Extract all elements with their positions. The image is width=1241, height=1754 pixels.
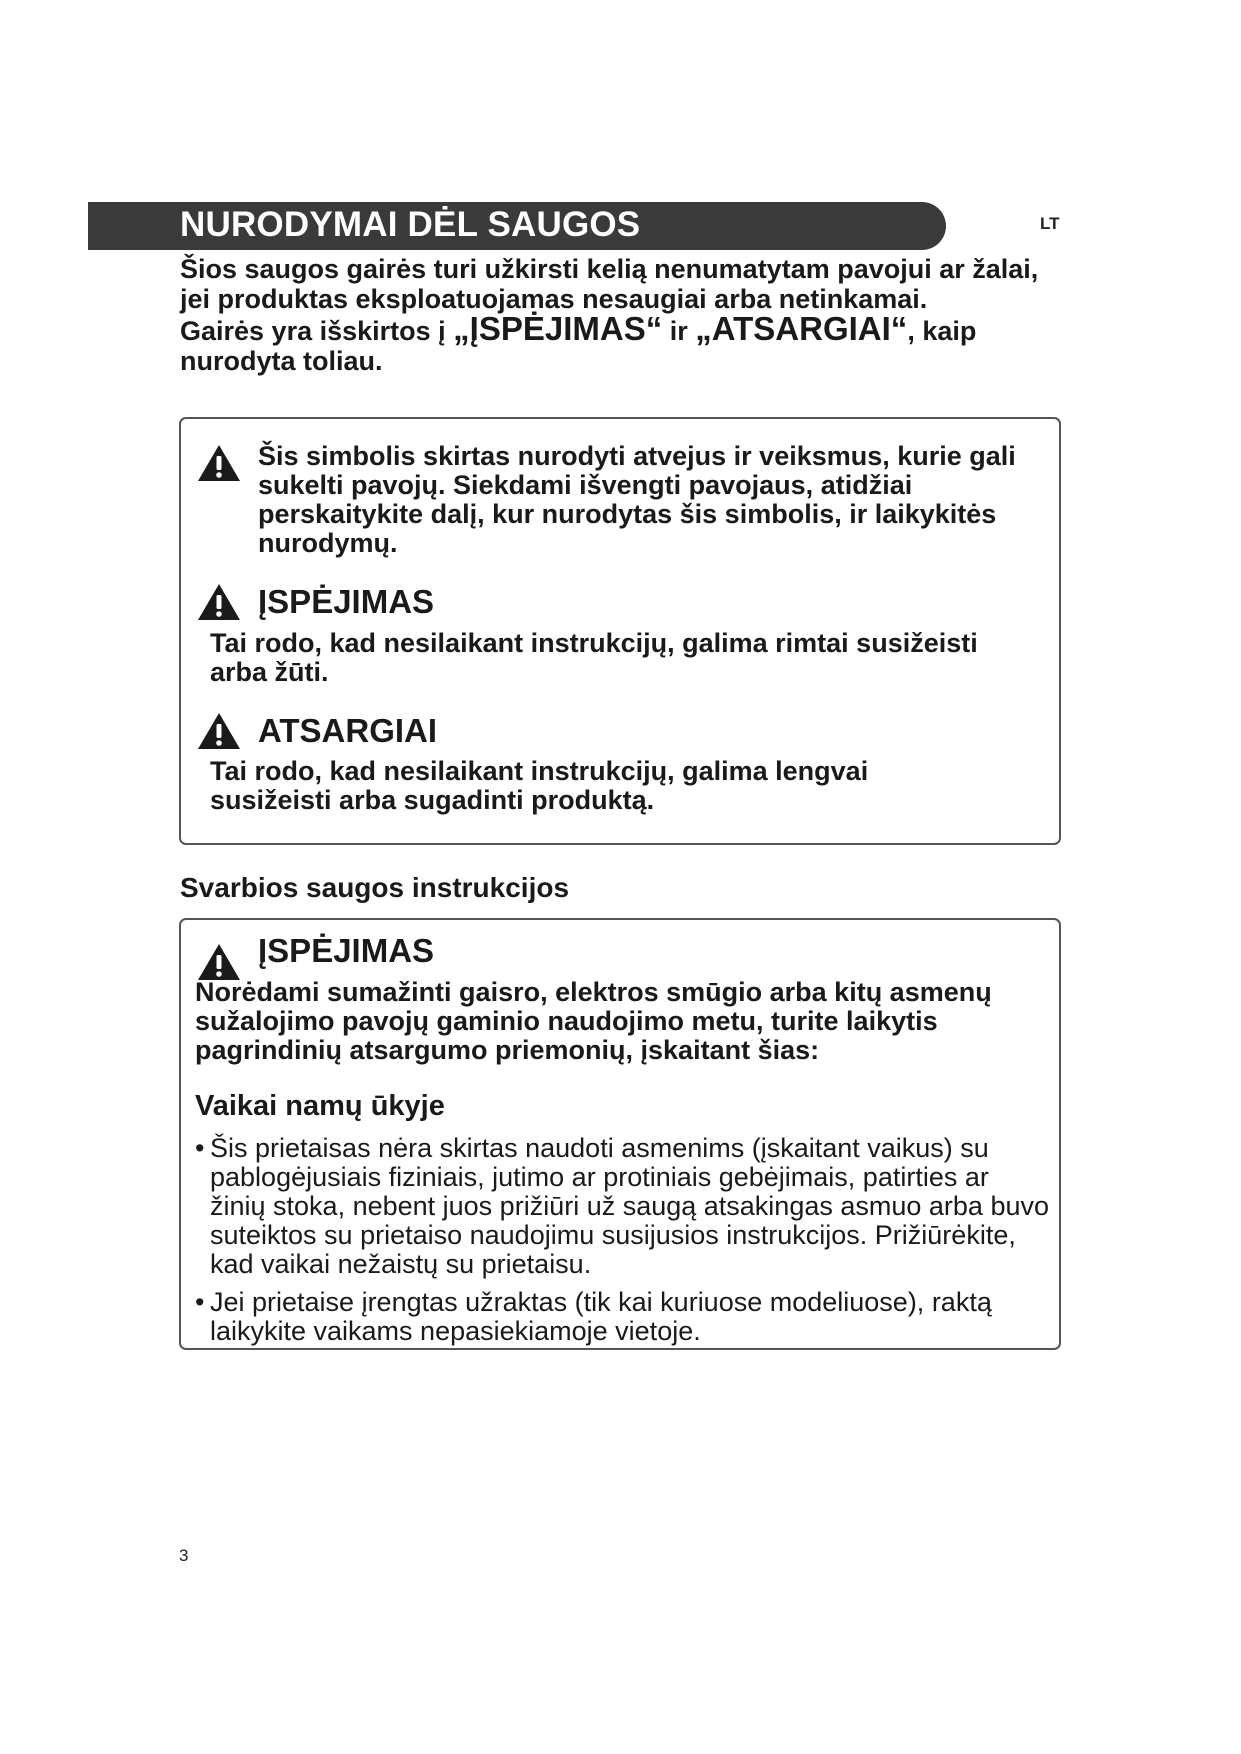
warning-triangle-icon	[196, 582, 242, 622]
list-item	[195, 1288, 1050, 1346]
list-item-text: Šis prietaisas nėra skirtas naudoti asmenims (įskaitant vaikus) su pablogėjusiais fiziniais, jutimo ar protiniais gebėjimais, patirties ar žinių stoka, nebent juos prižiūri už saugą atsakingas asmuo arba buvo suteiktos su prietaiso naudojimu susijusios instrukcijos. Prižiūrėkite, kad vaikai nežaistų su prietaisu.	[210, 1133, 1049, 1279]
caution-heading: ATSARGIAI	[258, 712, 438, 749]
intro-paragraph-2-end: , kaip nurodyta toliau.	[180, 316, 977, 376]
intro-text	[180, 255, 1060, 376]
list-item	[195, 1134, 1050, 1279]
page-title: NURODYMAI DĖL SAUGOS	[180, 205, 641, 244]
important-section-title: Svarbios saugos instrukcijos	[180, 872, 570, 903]
list-item-text: Jei prietaise įrengtas užraktas (tik kai kuriuose modeliuose), raktą laikykite vaikams nepasiekiamoje vietoje.	[210, 1287, 992, 1346]
intro-paragraph-1: Šios saugos gairės turi užkirsti kelią nenumatytam pavojui ar žalai, jei produktas eksploatuojamas nesaugiai arba netinkamai.	[180, 254, 1039, 314]
warning-triangle-icon	[196, 443, 242, 483]
page-number: 3	[179, 1546, 189, 1565]
symbols-explanation-box	[179, 417, 1061, 845]
children-heading: Vaikai namų ūkyje	[195, 1090, 445, 1122]
intro-paragraph-2	[180, 310, 1060, 376]
caution-triangle-icon	[196, 711, 242, 751]
warning-precautions-text: Norėdami sumažinti gaisro, elektros smūgio arba kitų asmenų sužalojimo pavojų gaminio naudojimo metu, turite laikytis pagrindinių atsargumo priemonių, įskaitant šias:	[195, 977, 992, 1065]
warning-description: Tai rodo, kad nesilaikant instrukcijų, galima rimtai susižeisti arba žūti.	[210, 628, 978, 687]
warning-triangle-icon	[196, 942, 242, 982]
language-code: LT	[1040, 214, 1060, 233]
intro-caution-word: „ATSARGIAI“	[695, 310, 908, 347]
caution-description: Tai rodo, kad nesilaikant instrukcijų, galima lengvai susižeisti arba sugadinti produktą.	[210, 756, 869, 815]
intro-warning-word: „ĮSPĖJIMAS“	[453, 310, 663, 347]
bullet-icon: •	[195, 1133, 205, 1163]
bullet-icon: •	[195, 1287, 205, 1317]
intro-paragraph-2-start: Gairės yra išskirtos į	[180, 316, 454, 346]
warning-heading: ĮSPĖJIMAS	[258, 932, 435, 969]
intro-and-word: ir	[662, 316, 696, 346]
symbol-description: Šis simbolis skirtas nurodyti atvejus ir veiksmus, kurie gali sukelti pavojų. Siekdami išvengti pavojaus, atidžiai perskaitykite dalį, kur nurodytas šis simbolis, ir laikykitės nurodymų.	[258, 441, 1016, 558]
important-instructions-box	[179, 918, 1061, 1350]
warning-heading: ĮSPĖJIMAS	[258, 583, 435, 620]
